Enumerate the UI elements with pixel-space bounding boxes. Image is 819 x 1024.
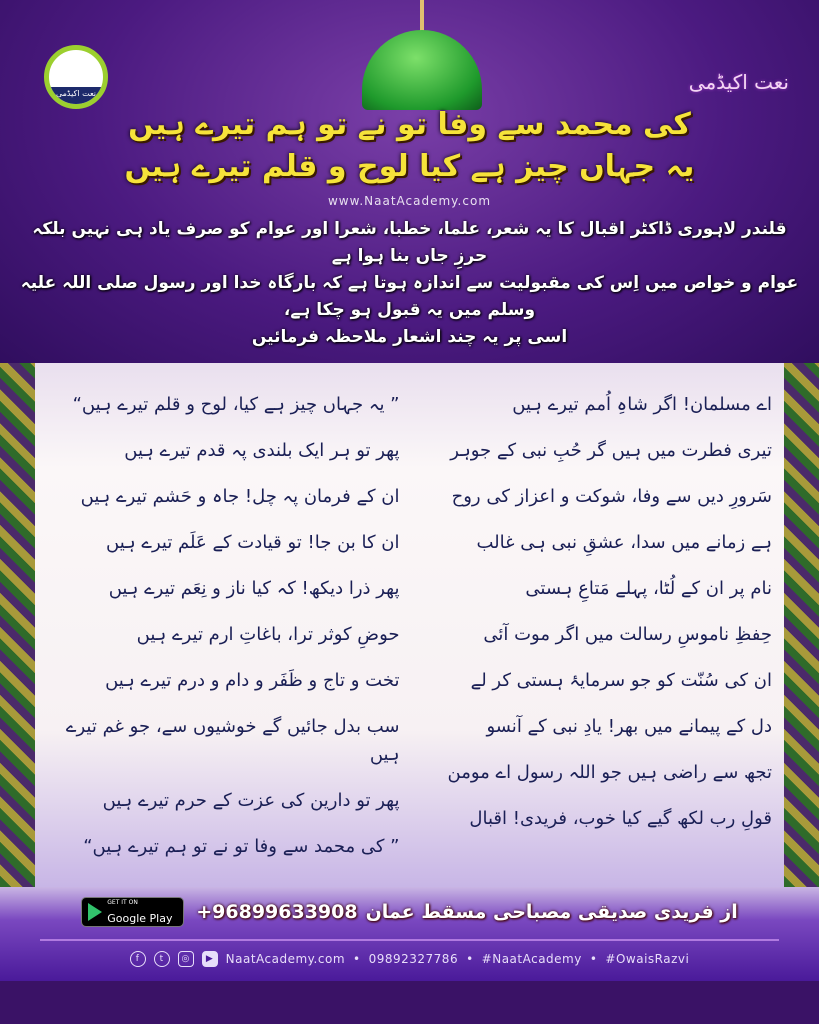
google-play-small-text: GET IT ON	[107, 898, 138, 906]
verse-line: تخت و تاج و ظَفَر و دام و درم تیرے ہیں	[105, 670, 400, 691]
intro	[20, 216, 800, 351]
footer-hashtag: #OwaisRazvi	[605, 952, 690, 966]
footer-phone: 09892327786	[368, 952, 459, 966]
verse-line: تیری فطرت میں ہیں گر حُبِ نبی کے جوہر	[450, 440, 772, 461]
poem-section	[0, 363, 819, 887]
footer-separator: •	[589, 952, 598, 966]
side-pattern-right	[784, 363, 819, 887]
author-name: از فریدی صدیقی مصباحی مسقط عمان	[365, 901, 738, 923]
verse-line: سَرورِ دیں سے وفا، شوکت و اعزاز کی روح	[451, 486, 772, 507]
footer-divider	[40, 939, 779, 941]
verse-line: قولِ رب لکھ گیے کیا خوب، فریدی! اقبال	[469, 808, 772, 829]
verse-line: نام پر ان کے لُٹا، پہلے مَتاعِ ہستی	[525, 578, 772, 599]
verse-line: سب بدل جائیں گے خوشیوں سے، جو غم تیرے ہیں	[65, 716, 400, 765]
verse-line: ” یہ جہاں چیز ہے کیا، لوح و قلم تیرے ہیں“	[72, 394, 400, 415]
footer-hashtag: #NaatAcademy	[481, 952, 582, 966]
intro-line: اسی پر یہ چند اشعار ملاحظہ فرمائیں	[251, 327, 568, 347]
google-play-label: Google Play	[107, 911, 173, 925]
poem-column-left	[47, 383, 400, 871]
footer-website-link[interactable]: NaatAcademy.com	[225, 952, 346, 966]
footer-separator: •	[466, 952, 474, 966]
intro-line: عوام و خواص میں اِس کی مقبولیت سے اندازہ ہوتا ہے کہ بارگاہ خدا اور رسول صلی اللہ علیہ وسلم میں یہ قبول ہو چکا ہے،	[20, 273, 799, 320]
youtube-icon[interactable]: ▶	[202, 951, 218, 967]
verse-line: ” کی محمد سے وفا تو نے تو ہم تیرے ہیں“	[83, 836, 400, 857]
google-play-button[interactable]	[81, 897, 184, 927]
website-url: www.NaatAcademy.com	[327, 194, 492, 208]
verse-line: پھر ذرا دیکھ! کہ کیا ناز و نِعَم تیرے ہیں	[108, 578, 400, 599]
verse-line: ہے زمانے میں سدا، عشقِ نبی ہی غالب	[476, 532, 772, 553]
credit-row	[20, 897, 799, 927]
verse-line: تجھ سے راضی ہیں جو اللہ رسول اے مومن	[447, 762, 772, 783]
verse-line: ان کے فرمان پہ چل! جاہ و حَشم تیرے ہیں	[80, 486, 400, 507]
facebook-icon[interactable]: f	[130, 951, 146, 967]
author-credit	[196, 898, 738, 926]
verse-line: حِفظِ ناموسِ رسالت میں اگر موت آئی	[483, 624, 772, 645]
poem-card	[35, 363, 784, 887]
naat-academy-logo-right: نعت اکیڈمی	[688, 70, 789, 94]
intro-line: قلندر لاہوری ڈاکٹر اقبال کا یہ شعر، علما، خطبا، شعرا اور عوام کو صرف یاد ہی نہیں بلکہ حرزِ جاں بنا ہوا ہے	[32, 219, 787, 266]
logo-left-text: نعت اکیڈمی	[49, 87, 103, 104]
author-phone: +96899633908	[196, 901, 358, 923]
instagram-icon[interactable]: ◎	[178, 951, 194, 967]
twitter-icon[interactable]: t	[154, 951, 170, 967]
footer-section	[0, 887, 819, 981]
verse-line: ان کی سُنّت کو جو سرمایۂ ہستی کر لے	[470, 670, 772, 691]
footer-separator: •	[353, 952, 361, 966]
verse-line: پھر تو دارین کی عزت کے حرم تیرے ہیں	[102, 790, 400, 811]
verse-line: پھر تو ہر ایک بلندی پہ قدم تیرے ہیں	[124, 440, 400, 461]
poem-column-right	[420, 383, 773, 871]
title-line-2: یہ جہاں چیز ہے کیا لوح و قلم تیرے ہیں	[124, 149, 695, 184]
footer-bar	[20, 951, 799, 967]
header	[0, 0, 819, 351]
verse-line: دل کے پیمانے میں بھر! یادِ نبی کے آنسو	[486, 716, 772, 737]
title-line-1: کی محمد سے وفا تو نے تو ہم تیرے ہیں	[128, 107, 691, 142]
google-play-icon	[88, 903, 102, 921]
verse-line: اے مسلمان! اگر شاہِ اُمم تیرے ہیں	[512, 394, 772, 415]
verse-line: حوضِ کوثر ترا، باغاتِ ارم تیرے ہیں	[136, 624, 400, 645]
side-pattern-left	[0, 363, 35, 887]
verse-line: ان کا بن جا! تو قیادت کے عَلَم تیرے ہیں	[106, 532, 400, 553]
